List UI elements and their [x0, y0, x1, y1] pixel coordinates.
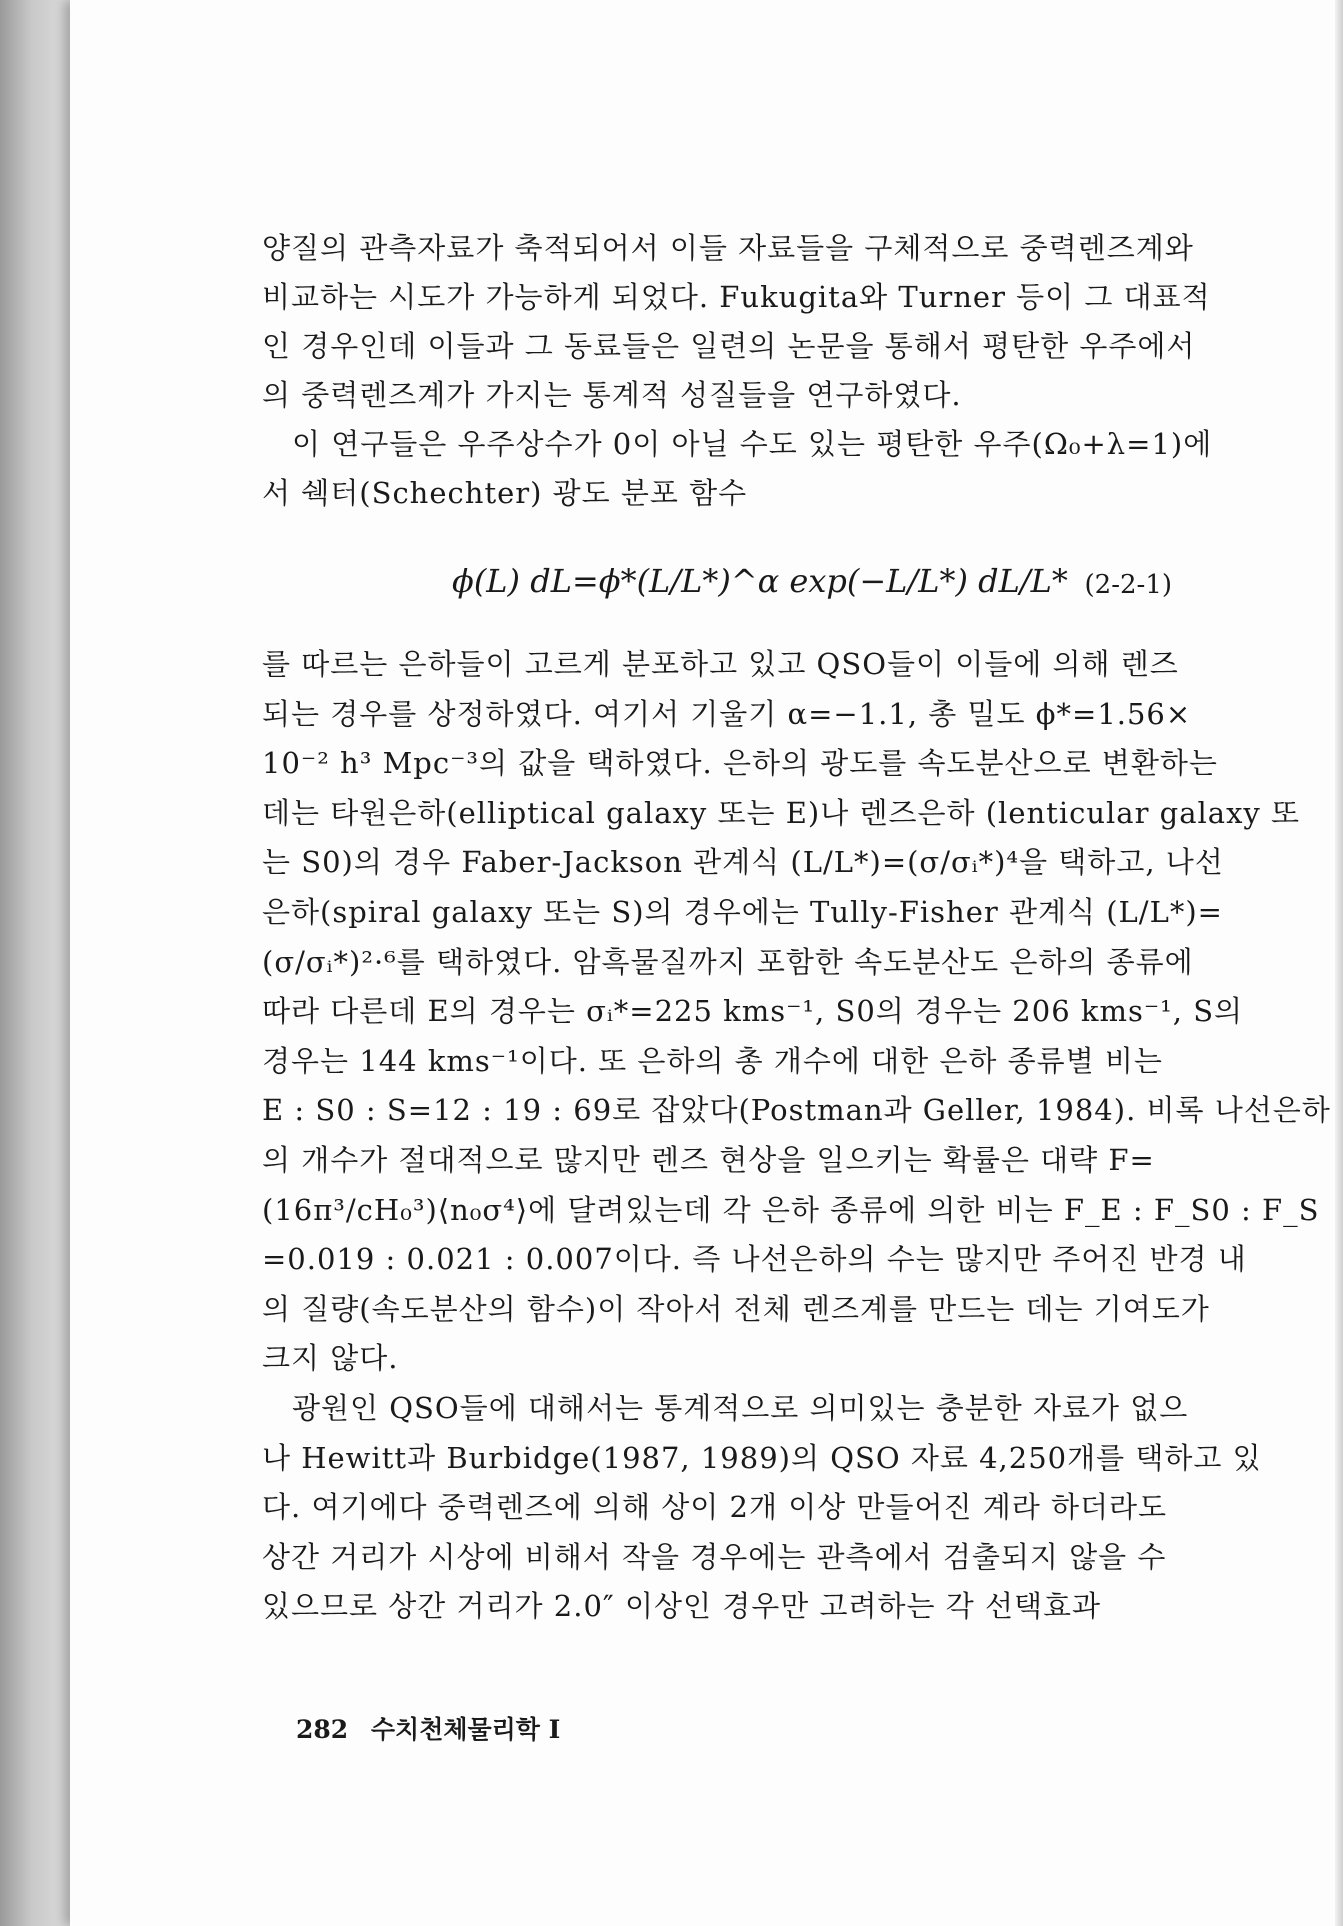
text-line: 인 경우인데 이들과 그 동료들은 일련의 논문을 통해서 평탄한 우주에서: [262, 329, 1196, 363]
text-line: E : S0 : S=12 : 19 : 69로 잡았다(Postman과 Geller, 1984). 비록 나선은하: [262, 1093, 1331, 1128]
text-line: (16π³/cH₀³)⟨n₀σ⁴⟩에 달려있는데 각 은하 종류에 의한 비는 F_E : F_S0 : F_S: [262, 1192, 1320, 1227]
text-line: 서 쉑터(Schechter) 광도 분포 함수: [262, 476, 748, 510]
text-line: 상간 거리가 시상에 비해서 작을 경우에는 관측에서 검출되지 않을 수: [262, 1539, 1167, 1574]
text-line: 이 연구들은 우주상수가 0이 아닐 수도 있는 평탄한 우주(Ω₀+λ=1)에: [262, 427, 1213, 461]
equation-2-2-1: [262, 544, 1202, 632]
text-line: 데는 타원은하(elliptical galaxy 또는 E)나 렌즈은하 (lenticular galaxy 또: [262, 795, 1301, 830]
page-number: 282: [296, 1715, 349, 1744]
paragraph-1: [262, 224, 1213, 518]
text-line: 다. 여기에다 중력렌즈에 의해 상이 2개 이상 만들어진 계라 하더라도: [262, 1490, 1168, 1525]
text-line: 은하(spiral galaxy 또는 S)의 경우에는 Tully-Fisher 관계식 (L/L*)=: [262, 894, 1223, 929]
paragraph-2: [262, 640, 1331, 1632]
text-line: 비교하는 시도가 가능하게 되었다. Fukugita와 Turner 등이 그 대표적: [262, 280, 1211, 314]
book-page-edge: [1335, 0, 1343, 1926]
equation-formula: ϕ(L) dL=ϕ*(L/L*)^α exp(−L/L*) dL/L*: [452, 562, 1068, 600]
text-line: 의 중력렌즈계가 가지는 통계적 성질들을 연구하였다.: [262, 378, 962, 412]
equation-number: (2-2-1): [1084, 570, 1172, 600]
text-line: (σ/σᵢ*)²·⁶를 택하였다. 암흑물질까지 포함한 속도분산도 은하의 종류에: [262, 944, 1194, 979]
text-line: 의 질량(속도분산의 함수)이 작아서 전체 렌즈계를 만드는 데는 기여도가: [262, 1291, 1210, 1326]
text-line: =0.019 : 0.021 : 0.007이다. 즉 나선은하의 수는 많지만 주어진 반경 내: [262, 1242, 1247, 1277]
text-line: 양질의 관측자료가 축적되어서 이들 자료들을 구체적으로 중력렌즈계와: [262, 231, 1194, 265]
text-line: 따라 다른데 E의 경우는 σᵢ*=225 kms⁻¹, S0의 경우는 206 kms⁻¹, S의: [262, 994, 1244, 1029]
text-line: 는 S0)의 경우 Faber-Jackson 관계식 (L/L*)=(σ/σᵢ*)⁴을 택하고, 나선: [262, 845, 1224, 880]
text-line: 광원인 QSO들에 대해서는 통계적으로 의미있는 충분한 자료가 없으: [262, 1390, 1189, 1425]
book-title: 수치천체물리학 Ⅰ: [370, 1715, 561, 1744]
text-line: 되는 경우를 상정하였다. 여기서 기울기 α=−1.1, 총 밀도 ϕ*=1.56×: [262, 696, 1192, 731]
text-line: 나 Hewitt과 Burbidge(1987, 1989)의 QSO 자료 4,250개를 택하고 있: [262, 1440, 1262, 1475]
page-footer: [296, 1710, 574, 1746]
text-line: 를 따르는 은하들이 고르게 분포하고 있고 QSO들이 이들에 의해 렌즈: [262, 647, 1179, 681]
text-line: 10⁻² h³ Mpc⁻³의 값을 택하였다. 은하의 광도를 속도분산으로 변환하는: [262, 746, 1218, 781]
text-line: 있으므로 상간 거리가 2.0″ 이상인 경우만 고려하는 각 선택효과: [262, 1589, 1102, 1624]
text-line: 크지 않다.: [262, 1341, 399, 1376]
text-line: 의 개수가 절대적으로 많지만 렌즈 현상을 일으키는 확률은 대략 F=: [262, 1142, 1155, 1177]
text-line: 경우는 144 kms⁻¹이다. 또 은하의 총 개수에 대한 은하 종류별 비는: [262, 1043, 1163, 1078]
